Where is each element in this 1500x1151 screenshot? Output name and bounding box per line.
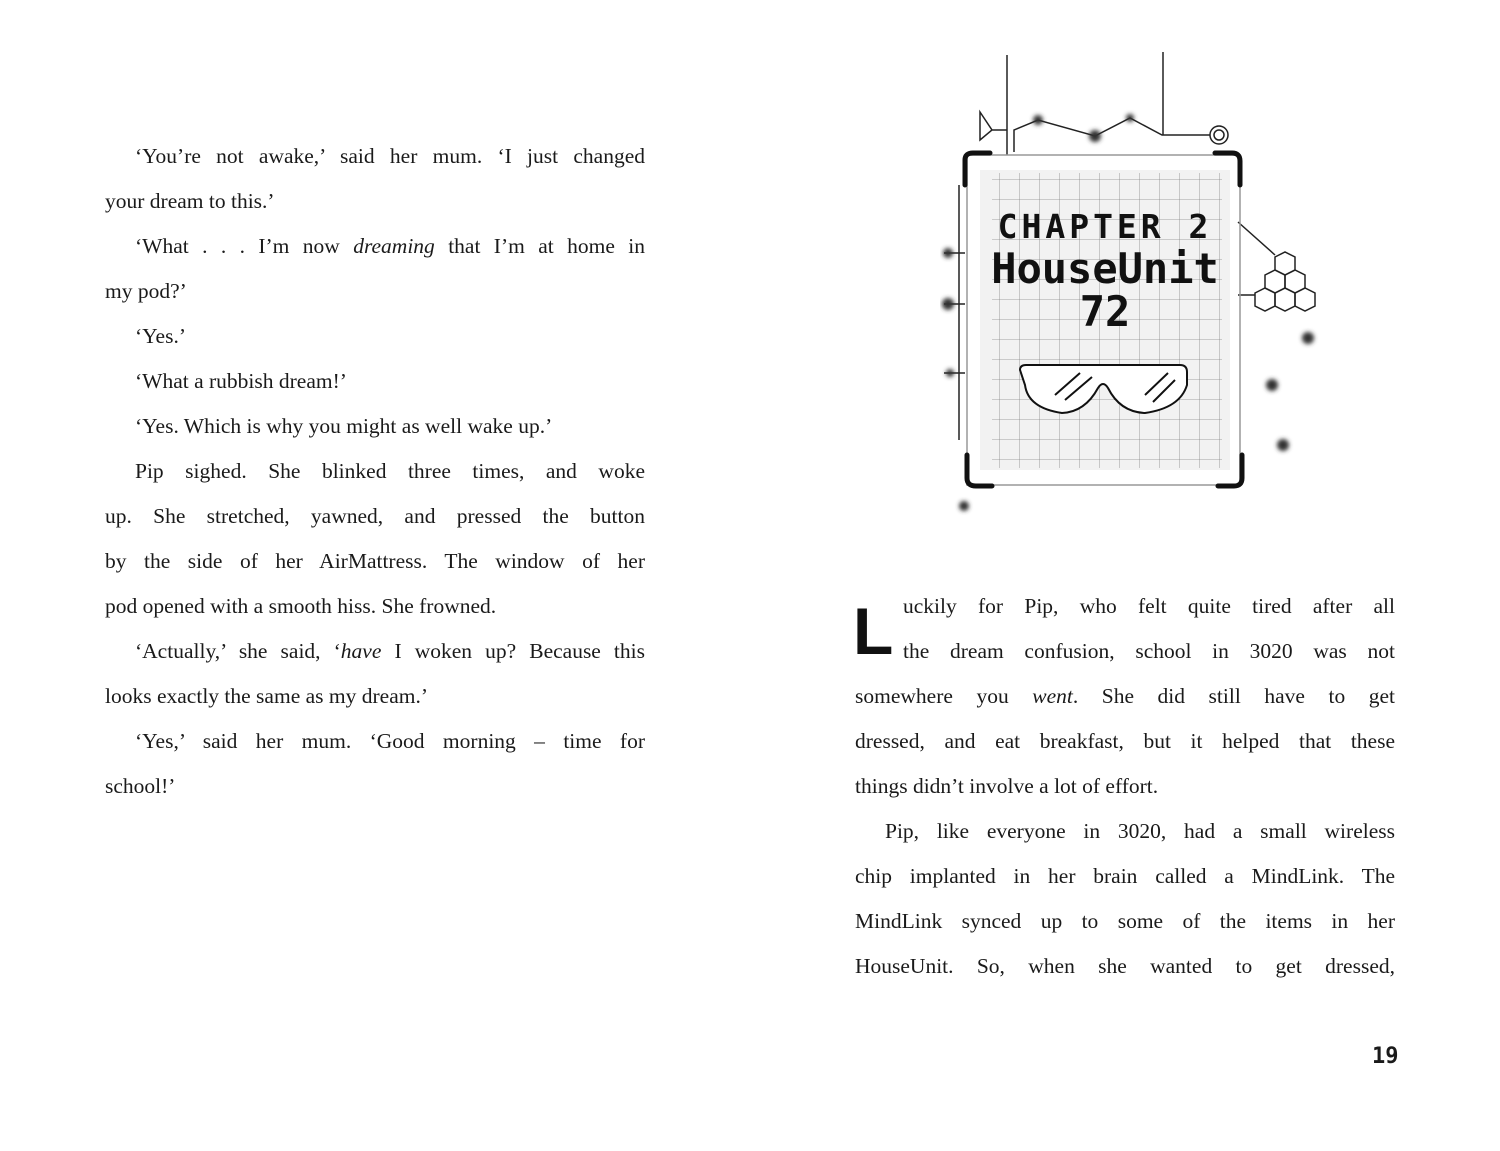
chapter-illustration <box>940 40 1320 520</box>
text-span: . She did still have to get <box>1072 684 1396 708</box>
text-span: your dream to this.’ <box>105 189 275 213</box>
italic-text: dreaming <box>353 234 435 258</box>
text-line <box>105 501 645 531</box>
text-line <box>105 771 645 801</box>
text-line <box>135 456 645 486</box>
text-span: dressed, and eat breakfast, but it helped that these <box>855 729 1395 753</box>
chapter-title: HouseUnit <box>991 244 1219 293</box>
text-line <box>855 726 1395 756</box>
text-span: things didn’t involve a lot of effort. <box>855 774 1159 798</box>
text-span: up. She stretched, yawned, and pressed the button <box>105 504 645 528</box>
text-line <box>105 276 645 306</box>
text-span: HouseUnit. So, when she wanted to get dressed, <box>855 954 1395 978</box>
text-span: chip implanted in her brain called a MindLink. The <box>855 864 1395 888</box>
text-span: my pod?’ <box>105 279 187 303</box>
text-span: pod opened with a smooth hiss. She frowned. <box>105 594 497 618</box>
text-span: ‘Yes. Which is why you might as well wake up.’ <box>135 414 553 438</box>
text-span: the dream confusion, school in 3020 was not <box>903 639 1395 663</box>
text-span: somewhere you <box>855 684 1033 708</box>
text-line <box>135 726 645 756</box>
text-line <box>903 636 1395 666</box>
text-line <box>135 321 645 351</box>
text-line <box>855 861 1395 891</box>
text-span: ‘What . . . I’m now <box>135 234 354 258</box>
text-line <box>903 591 1395 621</box>
chapter-number: 72 <box>1079 287 1131 336</box>
text-span: uckily for Pip, who felt quite tired after all <box>903 594 1395 618</box>
text-line <box>135 141 645 171</box>
text-span: MindLink synced up to some of the items in her <box>855 909 1395 933</box>
text-line <box>105 186 645 216</box>
text-line <box>885 816 1395 846</box>
italic-text: have <box>340 639 382 663</box>
italic-text: went <box>1032 684 1073 708</box>
text-span: ‘You’re not awake,’ said her mum. ‘I just changed <box>135 144 645 168</box>
text-line <box>135 636 645 666</box>
text-span: ‘Yes,’ said her mum. ‘Good morning – time for <box>135 729 645 753</box>
text-span: ‘What a rubbish dream!’ <box>135 369 347 393</box>
text-line <box>135 411 645 441</box>
text-line <box>855 906 1395 936</box>
drop-cap: L <box>853 594 894 668</box>
text-line <box>135 366 645 396</box>
text-span: Pip sighed. She blinked three times, and woke <box>135 459 645 483</box>
chapter-label: CHAPTER 2 <box>997 207 1213 246</box>
text-line <box>855 771 1395 801</box>
text-line <box>135 231 645 261</box>
text-span: I woken up? Because this <box>381 639 645 663</box>
text-line <box>855 951 1395 981</box>
text-line <box>105 681 645 711</box>
text-span: ‘Actually,’ she said, ‘ <box>135 639 341 663</box>
text-span: school!’ <box>105 774 176 798</box>
text-line <box>105 591 645 621</box>
text-line <box>105 546 645 576</box>
text-span: Pip, like everyone in 3020, had a small wireless <box>885 819 1395 843</box>
hexagon-cluster-icon <box>1255 252 1315 311</box>
text-span: by the side of her AirMattress. The window of her <box>105 549 645 573</box>
text-line <box>855 681 1395 711</box>
text-span: that I’m at home in <box>434 234 645 258</box>
text-span: looks exactly the same as my dream.’ <box>105 684 428 708</box>
text-span: ‘Yes.’ <box>135 324 186 348</box>
page-number: 19 <box>1372 1044 1399 1069</box>
